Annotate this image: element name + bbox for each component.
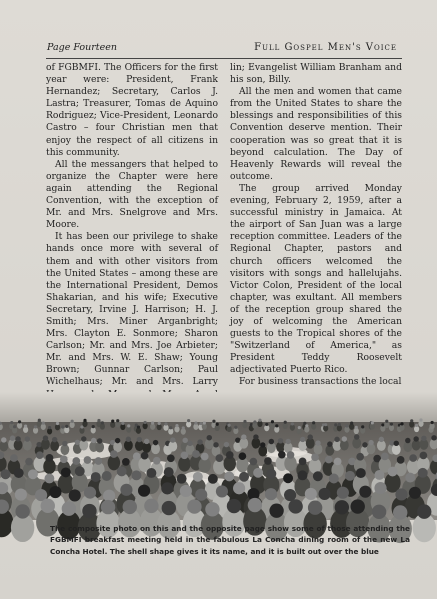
magazine-title: Full Gospel Men's Voice: [254, 42, 397, 53]
photo-caption: The composite photo on this and the opposite page show some of those attending the FGBMFI breakfast meeting held in the fabulous La Concha dining room of the new La Concha Hotel. The shell shape gives it its name, and it is built out over the blue: [50, 524, 410, 556]
page-number: Page Fourteen: [47, 42, 117, 53]
article-body: [46, 62, 402, 390]
paragraph: All the men and women that came from the United States to share the blessings and responsibilities of this Convention deserve mention. Their cooperation was so great that it is beyond calculation. The Day of Heavenly Rewards will reveal the outcome.: [230, 86, 402, 182]
banquet-photo: [0, 392, 437, 520]
paragraph: of FGBMFI. The Officers for the first year were: President, Frank Hernandez; Secretary, Carlos J. Lastra; Treasurer, Tomas de Aquino Rodriguez; Vice-President, Leonardo Castro – four Christian men that enjoy the respect of all citizens in this community.: [46, 62, 218, 158]
paragraph: It has been our privilege to shake hands once more with several of them and with other visitors from the United States – among these are the International President, Demos Shakarian, and his wife; Executive Secretary, Irvine J. Harrison; H. J. Smith; Mrs. Miner Arganbright; Mrs. Clayton E. Sonmore; Sharon Carlson; Mr. and Mrs. Joe Arbieter; Mr. and Mrs. W. E. Shaw; Young Brown; Gunnar Carlson; Paul Wichelhaus; Mr. and Mrs. Larry: [46, 231, 218, 388]
paragraph: The group arrived Monday evening, February 2, 1959, after a successful ministry in Jamaica. At the airport of San Juan was a large reception committee. Leaders of the Regional Chapter, pastors and church officers welcomed the visitors with songs and hallelujahs. Victor Colon, President of the local chapter, was exultant. All members of the reception group shared the joy of welcoming the American guests to the Tropical shores of the "Switzerland of America," as President Teddy Roosevelt adjectivated Puerto Rico.: [230, 182, 402, 376]
crowd-photo-illustration: [0, 392, 437, 520]
header-rule: [46, 58, 402, 59]
left-column: [46, 62, 218, 390]
right-column: [230, 62, 402, 390]
paragraph: lin; Evangelist William Branham and his son, Billy.: [230, 62, 402, 86]
running-header: [47, 42, 397, 56]
paragraph: All the messangers that helped to organize the Chapter were here again attending the Regional Convention, with the exception of Mr. and Mrs. Snelgrove and Mrs. Moore.: [46, 158, 218, 231]
paragraph: For business transactions the local: [239, 376, 402, 388]
